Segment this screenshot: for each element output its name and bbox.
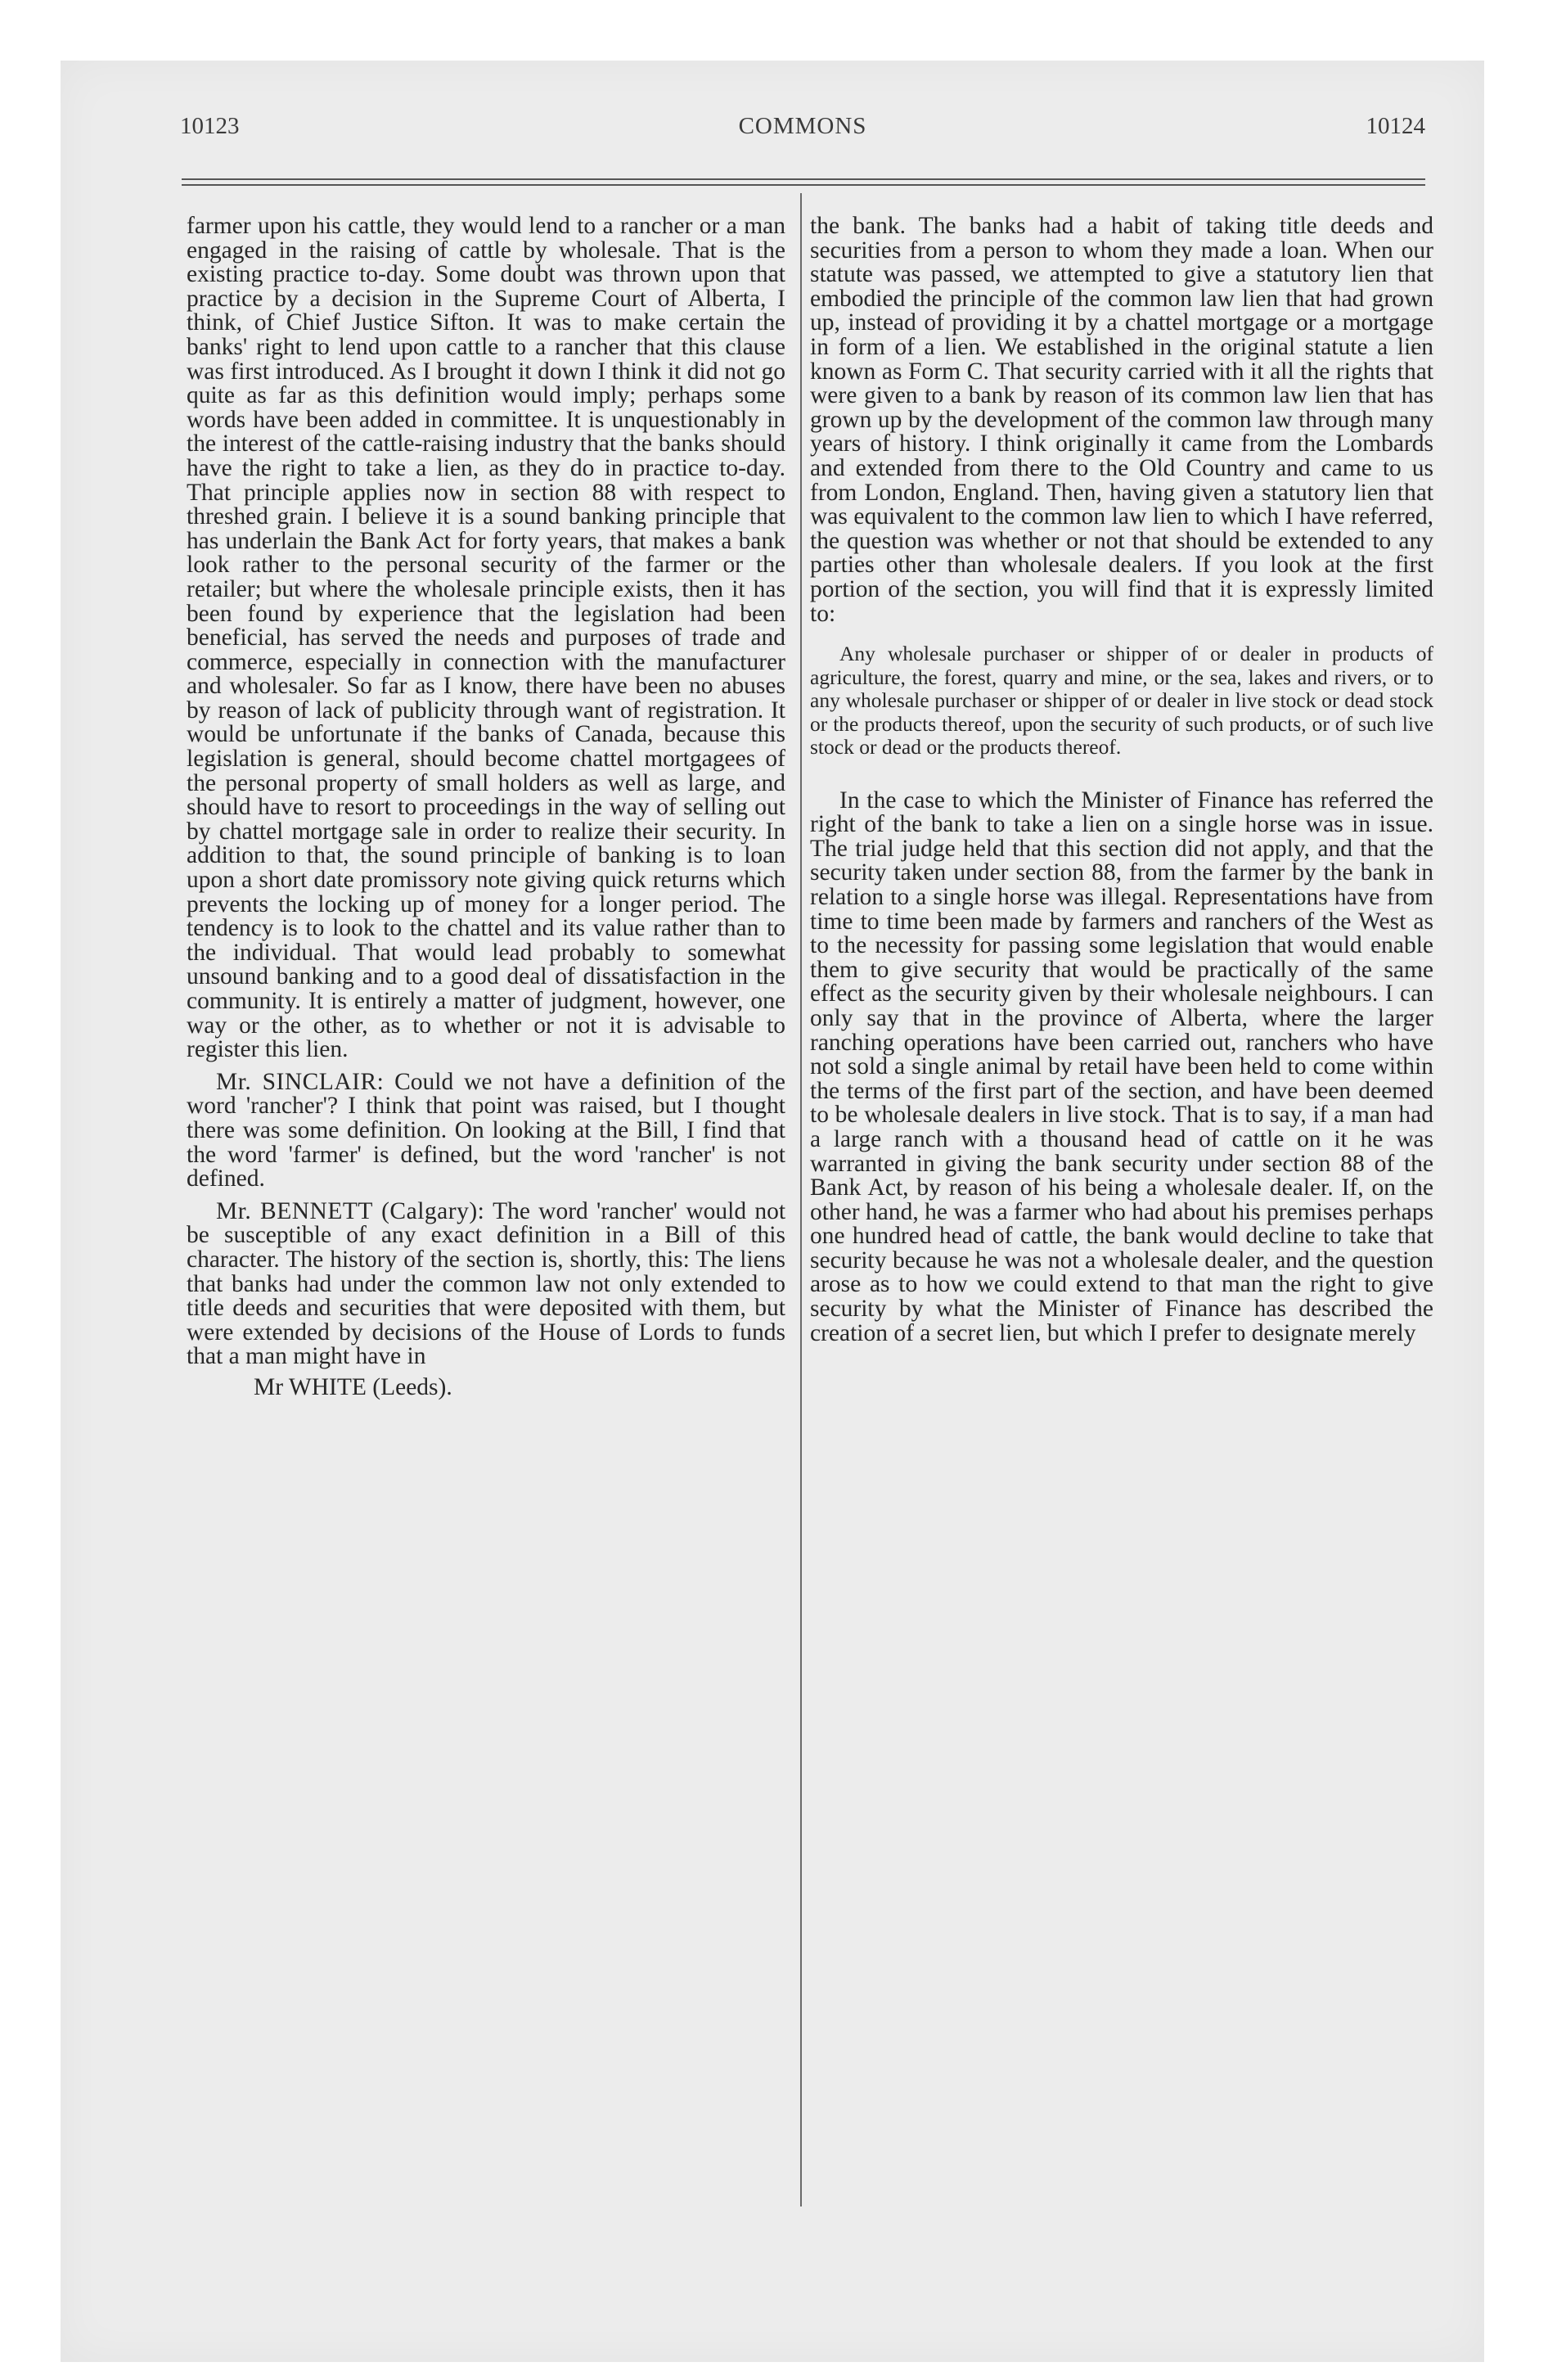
page-number-left: 10123 bbox=[180, 113, 240, 139]
bennett-paragraph bbox=[187, 1197, 786, 1370]
page-number-right: 10124 bbox=[1366, 113, 1425, 139]
running-title: COMMONS bbox=[738, 113, 867, 139]
white-line: Mr WHITE (Leeds). bbox=[254, 1373, 452, 1400]
statute-quote: Any wholesale purchaser or shipper of or dealer in products of agriculture, the forest, quarry and mine, or the sea, lakes and rivers, or to any wholesale purchaser or shipper of or dealer in live stock or dead stock or the products thereof, upon the security of such products, or of such live stock or dead or the products thereof. bbox=[810, 642, 1433, 760]
column-divider bbox=[800, 193, 802, 2206]
sinclair-text: Could we not have a definition of the word 'rancher'? I think that point was raised, but I thought there was some definition. On looking at the Bill, I find that the word 'farmer' is defined, but the word 'rancher' is not defined. bbox=[187, 1068, 785, 1192]
right-column bbox=[810, 214, 1433, 1346]
speaker-bennett: Mr. BENNETT (Calgary): bbox=[216, 1197, 485, 1224]
left-column bbox=[187, 214, 785, 1400]
page-header bbox=[180, 113, 1425, 146]
bennett-text: The word 'rancher' would not be susceptible of any exact definition in a Bill of this character. The history of the section is, shortly, this: The liens that banks had under the common law not only extended to title deeds and securities that were deposited with them, but were extended by decisions of the House of Lords to funds that a man might have in bbox=[187, 1197, 786, 1370]
sinclair-paragraph bbox=[187, 1068, 785, 1192]
speaker-sinclair: Mr. SINCLAIR: bbox=[216, 1068, 385, 1095]
header-rule-top bbox=[182, 178, 1425, 180]
right-paragraph-1: the bank. The banks had a habit of taking title deeds and securities from a person to whom they made a loan. When our statute was passed, we attempted to give a statutory lien that embodied the principle of the common law lien that had grown up, instead of providing it by a chattel mortgage or a mortgage in form of a lien. We established in the original statute a lien known as Form C. That security carried with it all the rights that were given to a bank by reason of its common law lien that has grown up by the development of the common law through many years of history. I think originally it came from the Lombards and extended from there to the Old Country and came to us from London, England. Then, having given a statutory lien that was equivalent to the common law lien to which I have referred, the question was whether or not that should be extended to any parties other than wholesale dealers. If you look at the first portion of the section, you will find that it is expressly limited to: bbox=[810, 213, 1433, 627]
right-paragraph-2: In the case to which the Minister of Finance has referred the right of the bank to take a lien on a single horse was in issue. The trial judge held that this section did not apply, and that the security taken under section 88, from the farmer by the bank in relation to a single horse was illegal. Representations have from time to time been made by farmers and ranchers of the West as to the necessity for passing some legislation that would enable them to give security that would be practically of the same effect as the security given by their wholesale neighbours. I can only say that in the province of Alberta, where the larger ranching operations have been carried out, ranchers who have not sold a single animal by retail have been held to come within the terms of the first part of the section, and have been deemed to be wholesale dealers in live stock. That is to say, if a man had a large ranch with a thousand head of cattle on it he was warranted in giving the bank security under section 88 of the Bank Act, by reason of his being a wholesale dealer. If, on the other hand, he was a farmer who had about his premises perhaps one hundred head of cattle, the bank would decline to take that security because he was not a wholesale dealer, and the question arose as to how we could extend to that man the right to give security by what the Minister of Finance has described the creation of a secret lien, but which I prefer to designate merely bbox=[810, 787, 1433, 1346]
header-rule-bottom bbox=[182, 184, 1425, 186]
left-paragraph-1: farmer upon his cattle, they would lend to a rancher or a man engaged in the raising of cattle by wholesale. That is the existing practice to-day. Some doubt was thrown upon that practice by a decision in the Supreme Court of Alberta, I think, of Chief Justice Sifton. It was to make certain the banks' right to lend upon cattle to a rancher that this clause was first introduced. As I brought it down I think it did not go quite as far as this definition would imply; perhaps some words have been added in committee. It is unquestionably in the interest of the cattle-raising industry that the banks should have the right to take a lien, as they do in practice to-day. That principle applies now in section 88 with respect to threshed grain. I believe it is a sound banking principle that has underlain the Bank Act for forty years, that makes a bank look rather to the personal security of the farmer or the retailer; but where the wholesale principle exists, then it has been found by experience that the legislation had been beneficial, has served the needs and purposes of trade and commerce, especially in connection with the manufacturer and wholesaler. So far as I know, there have been no abuses by reason of lack of publicity through want of registration. It would be unfortunate if the banks of Canada, because this legislation is general, should become chattel mortgagees of the personal property of small holders as well as large, and should have to resort to proceedings in the way of selling out by chattel mortgage sale in order to realize their security. In addition to that, the sound principle of banking is to loan upon a short date promissory note giving quick returns which prevents the locking up of money for a longer period. The tendency is to look to the chattel and its value rather than to the individual. That would lead probably to somewhat unsound banking and to a good deal of dissatisfaction in the community. It is entirely a matter of judgment, however, one way or the other, as to whether or not it is advisable to register this lien. bbox=[187, 213, 785, 1063]
